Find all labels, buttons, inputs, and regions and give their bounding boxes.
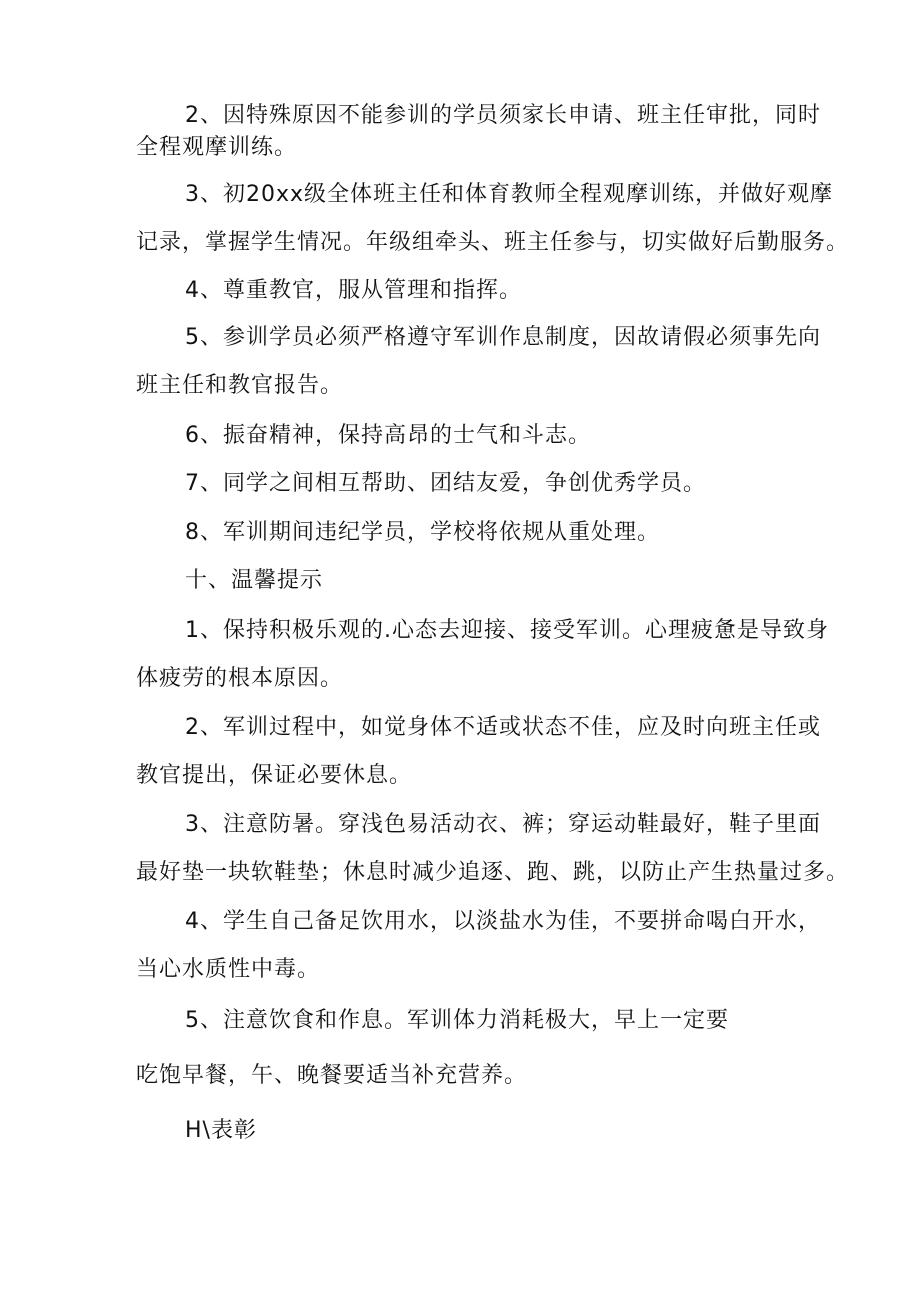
tip-1-line-1: 1、保持积极乐观的.心态去迎接、接受军训。心理疲惫是导致身 (185, 618, 829, 643)
item-4-line: 4、尊重教官，服从管理和指挥。 (185, 278, 522, 303)
tip-4-line-2: 当心水质性中毒。 (136, 957, 321, 982)
item-2-line-1: 2、因特殊原因不能参训的学员须家长申请、班主任审批，同时 (185, 103, 821, 128)
item-2-line-2: 全程观摩训练。 (136, 135, 298, 160)
item-5-line-1: 5、参训学员必须严格遵守军训作息制度，因故请假必须事先向 (185, 325, 821, 350)
tip-3-line-1: 3、注意防暑。穿浅色易活动衣、裤；穿运动鞋最好，鞋子里面 (185, 812, 821, 837)
section-heading-tips: 十、温馨提示 (185, 568, 324, 593)
item-6-line: 6、振奋精神，保持高昂的士气和斗志。 (185, 423, 591, 448)
tip-2-line-1: 2、军训过程中，如觉身体不适或状态不佳，应及时向班主任或 (185, 715, 821, 740)
tip-2-line-2: 教官提出，保证必要休息。 (136, 763, 413, 788)
tip-5-line-1: 5、注意饮食和作息。军训体力消耗极大，早上一定要 (185, 1008, 729, 1033)
tip-4-line-1: 4、学生自己备足饮用水，以淡盐水为佳，不要拼命喝白开水， (185, 909, 821, 934)
item-7-line: 7、同学之间相互帮助、团结友爱，争创优秀学员。 (185, 471, 706, 496)
item-5-line-2: 班主任和教官报告。 (136, 373, 344, 398)
section-heading-commendation: H\表彰 (185, 1118, 257, 1143)
item-3-line-1: 3、初20xx级全体班主任和体育教师全程观摩训练，并做好观摩 (185, 182, 834, 207)
tip-3-line-2: 最好垫一块软鞋垫；休息时减少追逐、跑、跳，以防止产生热量过多。 (136, 860, 850, 885)
tip-1-line-2: 体疲劳的根本原因。 (136, 666, 344, 691)
item-8-line: 8、军训期间违纪学员，学校将依规从重处理。 (185, 520, 660, 545)
tip-5-line-2: 吃饱早餐，午、晚餐要适当补充营养。 (136, 1063, 528, 1088)
item-3-line-2: 记录，掌握学生情况。年级组牵头、班主任参与，切实做好后勤服务。 (136, 230, 850, 255)
